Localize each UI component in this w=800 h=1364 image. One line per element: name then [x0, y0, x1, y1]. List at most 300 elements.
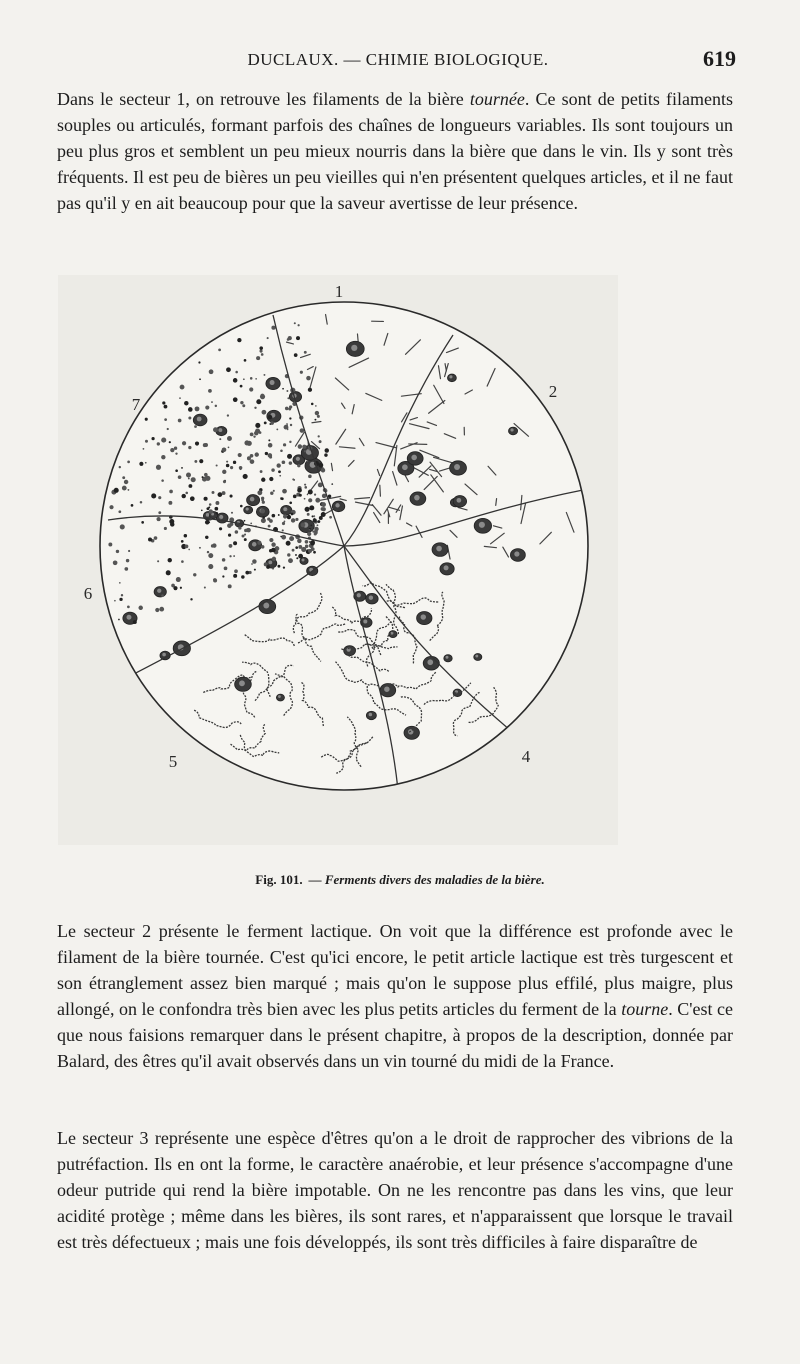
- figure-number: Fig. 101.: [255, 872, 303, 887]
- granule: [270, 492, 273, 495]
- granule: [305, 540, 309, 544]
- granule: [241, 575, 244, 578]
- granule: [329, 516, 332, 519]
- granule: [284, 521, 286, 523]
- granule: [328, 495, 332, 499]
- yeast-nucleus: [296, 457, 300, 461]
- granule: [154, 536, 158, 540]
- yeast-nucleus: [454, 464, 460, 470]
- yeast-nucleus: [302, 559, 305, 562]
- granule: [312, 515, 314, 517]
- granule: [267, 337, 269, 339]
- granule: [321, 502, 326, 507]
- granule: [240, 385, 243, 388]
- granule: [176, 577, 181, 582]
- yeast-nucleus: [278, 695, 281, 698]
- granule: [226, 461, 228, 463]
- granule: [268, 443, 273, 448]
- granule: [299, 494, 302, 497]
- granule: [238, 453, 242, 457]
- granule: [228, 584, 232, 588]
- granule: [289, 441, 291, 443]
- granule: [283, 443, 286, 446]
- granule: [127, 489, 129, 491]
- granule: [298, 444, 303, 449]
- granule: [226, 367, 231, 372]
- granule: [315, 411, 319, 415]
- yeast-nucleus: [197, 417, 202, 422]
- granule: [178, 475, 182, 479]
- granule: [294, 353, 298, 357]
- granule: [295, 554, 297, 556]
- granule: [185, 545, 189, 549]
- yeast-nucleus: [457, 498, 462, 503]
- granule: [199, 547, 201, 549]
- granule: [199, 459, 203, 463]
- granule: [301, 547, 306, 552]
- granule: [215, 405, 217, 407]
- granule: [253, 435, 255, 437]
- granule: [204, 497, 208, 501]
- granule: [260, 394, 264, 398]
- sector-label-4: 4: [521, 747, 531, 766]
- granule: [227, 414, 229, 416]
- italic-term: tournée: [469, 89, 525, 109]
- running-title: DUCLAUX. — CHIMIE BIOLOGIQUE.: [247, 50, 549, 69]
- granule: [282, 388, 284, 390]
- granule: [304, 450, 306, 452]
- granule: [298, 554, 303, 559]
- granule: [233, 555, 235, 557]
- granule: [222, 470, 226, 474]
- granule: [278, 514, 280, 516]
- yeast-nucleus: [239, 680, 245, 686]
- granule: [249, 387, 253, 391]
- granule: [270, 421, 274, 425]
- granule: [254, 407, 256, 409]
- granule: [287, 397, 289, 399]
- yeast-cell: [276, 694, 284, 701]
- granule: [321, 507, 325, 511]
- granule: [297, 464, 300, 467]
- granule: [155, 608, 159, 612]
- granule: [157, 560, 159, 562]
- granule: [269, 477, 273, 481]
- granule: [277, 565, 280, 568]
- granule: [194, 425, 197, 428]
- granule: [168, 501, 172, 505]
- granule: [128, 550, 130, 552]
- granule: [284, 425, 289, 430]
- granule: [289, 461, 292, 464]
- yeast-nucleus: [369, 713, 373, 717]
- granule: [175, 453, 177, 455]
- granule: [313, 515, 315, 517]
- granule: [260, 509, 265, 514]
- granule: [322, 467, 324, 469]
- running-head: [60, 46, 736, 76]
- granule: [301, 523, 306, 528]
- granule: [265, 452, 268, 455]
- granule: [209, 503, 212, 506]
- granule: [317, 520, 320, 523]
- granule: [280, 536, 282, 538]
- granule: [297, 539, 301, 543]
- granule: [223, 480, 226, 483]
- figure-caption: [0, 872, 800, 888]
- granule: [161, 594, 164, 597]
- granule: [118, 619, 120, 621]
- rod-bacterium: [380, 485, 381, 496]
- granule: [318, 463, 323, 468]
- yeast-nucleus: [250, 497, 255, 502]
- granule: [281, 535, 286, 540]
- granule: [272, 567, 274, 569]
- granule: [215, 501, 219, 505]
- granule: [271, 468, 274, 471]
- granule: [291, 513, 294, 516]
- granule: [233, 461, 236, 464]
- granule: [285, 407, 289, 411]
- granule: [315, 498, 320, 503]
- granule: [288, 558, 293, 563]
- granule: [292, 478, 294, 480]
- granule: [282, 529, 284, 531]
- granule: [268, 439, 270, 441]
- granule: [230, 466, 233, 469]
- paragraph-text: Le secteur 3 représente une espèce d'êtres qu'on a le droit de rapprocher des vibrions de la putréfaction. Ils en ont la forme, le caractère anaérobie, et leur présence s'accompagne d'une odeur putride qui rend la bière impotable. On ne les rencontre pas dans les vins, que leur acidité protège ; même dans les bières, ils sont rares, et n'apparaissent que lorsque le travail est très défectueux ; mais une fois développés, ils sont très difficiles à faire disparaître de: [57, 1128, 733, 1252]
- granule: [140, 501, 143, 504]
- granule: [254, 569, 256, 571]
- granule: [235, 530, 239, 534]
- granule: [178, 419, 182, 423]
- granule: [243, 378, 245, 380]
- yeast-nucleus: [268, 560, 272, 564]
- paragraph-text: . C'est ce que nous faisions remarquer dans le présent chapitre, à propos de la description, donnée par Balard, des êtres qu'il avait observés dans un vin tourné du midi de la France.: [57, 999, 733, 1071]
- granule: [169, 490, 173, 494]
- granule: [229, 544, 233, 548]
- granule: [287, 509, 289, 511]
- granule: [306, 376, 311, 381]
- granule: [308, 498, 312, 502]
- granule: [295, 518, 298, 521]
- granule: [289, 405, 292, 408]
- granule: [119, 582, 121, 584]
- granule: [244, 359, 247, 362]
- granule: [126, 559, 129, 562]
- granule: [314, 529, 318, 533]
- granule: [261, 518, 266, 523]
- granule: [315, 405, 317, 407]
- granule: [304, 484, 306, 486]
- granule: [188, 446, 191, 449]
- granule: [250, 432, 254, 436]
- granule: [310, 525, 312, 527]
- granule: [308, 490, 313, 495]
- granule: [188, 549, 190, 551]
- granule: [261, 499, 264, 502]
- granule: [194, 460, 197, 463]
- granule: [233, 397, 238, 402]
- granule: [289, 501, 292, 504]
- yeast-nucleus: [162, 653, 166, 657]
- figure-caption-text: — Ferments divers des maladies de la bière.: [308, 872, 545, 887]
- sector-label-6: 6: [83, 584, 93, 603]
- microscope-field-illustration: [58, 275, 618, 845]
- granule: [313, 518, 317, 522]
- granule: [222, 558, 226, 562]
- granule: [195, 406, 200, 411]
- granule: [308, 475, 312, 479]
- granule: [188, 484, 192, 488]
- granule: [167, 428, 169, 430]
- yeast-nucleus: [270, 380, 275, 385]
- granule: [170, 448, 174, 452]
- granule: [287, 338, 290, 341]
- granule: [244, 520, 246, 522]
- granule: [156, 465, 161, 470]
- granule: [250, 454, 254, 458]
- granule: [247, 441, 252, 446]
- granule: [109, 505, 113, 509]
- granule: [224, 566, 228, 570]
- granule: [222, 447, 227, 452]
- italic-term: tourne: [621, 999, 669, 1019]
- granule: [255, 423, 260, 428]
- granule: [234, 569, 238, 573]
- granule: [218, 349, 221, 352]
- granule: [227, 436, 232, 441]
- granule: [195, 441, 199, 445]
- yeast-nucleus: [449, 375, 452, 378]
- granule: [201, 510, 203, 512]
- granule: [293, 495, 297, 499]
- paragraph-text: . Ce sont de petits filaments souples ou articulés, formant parfois des chaînes de longueurs variables. Ils sont toujours un peu plus gros et semblent un peu mieux nourris dans la bière que dans le vin. Ils y sont très fréquents. Il est peu de bières un peu vieilles qui n'en présentent quelques articles, et il ne faut pas qu'il y en ait beaucoup pour que la saveur avertisse de leur présence.: [57, 89, 733, 213]
- granule: [162, 401, 165, 404]
- granule: [231, 512, 233, 514]
- granule: [188, 478, 190, 480]
- granule: [114, 488, 119, 493]
- granule: [251, 563, 253, 565]
- paragraph-sector-3: [57, 1125, 733, 1255]
- yeast-nucleus: [421, 614, 426, 619]
- granule: [307, 513, 310, 516]
- yeast-nucleus: [384, 686, 389, 691]
- granule: [208, 389, 212, 393]
- granule: [263, 374, 265, 376]
- granule: [271, 548, 276, 553]
- granule: [256, 356, 260, 360]
- granule: [291, 518, 295, 522]
- granule: [286, 541, 291, 546]
- yeast-nucleus: [479, 522, 485, 528]
- granule: [202, 476, 204, 478]
- granule: [156, 517, 160, 521]
- granule: [164, 527, 167, 530]
- granule: [193, 573, 196, 576]
- granule: [151, 493, 156, 498]
- granule: [212, 491, 215, 494]
- granule: [215, 507, 219, 511]
- granule: [298, 324, 300, 326]
- granule: [310, 541, 315, 546]
- granule: [318, 435, 320, 437]
- granule: [292, 549, 295, 552]
- yeast-nucleus: [219, 515, 223, 519]
- granule: [211, 401, 213, 403]
- yeast-nucleus: [414, 495, 420, 501]
- granule: [127, 606, 130, 609]
- yeast-nucleus: [157, 589, 161, 593]
- granule: [289, 417, 291, 419]
- granule: [286, 390, 288, 392]
- granule: [209, 509, 213, 513]
- granule: [317, 415, 320, 418]
- granule: [120, 524, 125, 529]
- granule: [228, 447, 230, 449]
- granule: [273, 490, 275, 492]
- granule: [240, 468, 242, 470]
- granule: [242, 404, 245, 407]
- granule: [229, 555, 231, 557]
- granule: [272, 514, 276, 518]
- granule: [179, 397, 181, 399]
- granule: [122, 486, 127, 491]
- granule: [302, 445, 306, 449]
- granule: [266, 565, 270, 569]
- granule: [261, 545, 264, 548]
- granule: [242, 534, 245, 537]
- yeast-nucleus: [252, 542, 257, 547]
- granule: [188, 407, 193, 412]
- granule: [138, 606, 142, 610]
- granule: [294, 322, 296, 324]
- granule: [205, 475, 208, 478]
- granule: [198, 361, 200, 363]
- granule: [213, 427, 218, 432]
- granule: [240, 401, 243, 404]
- granule: [280, 449, 283, 452]
- granule: [255, 452, 259, 456]
- granule: [244, 529, 247, 532]
- granule: [240, 505, 243, 508]
- sector-label-2: 2: [548, 382, 558, 401]
- granule: [161, 455, 165, 459]
- granule: [121, 594, 123, 596]
- granule: [114, 600, 116, 602]
- yeast-nucleus: [246, 507, 249, 510]
- granule: [262, 410, 267, 415]
- paragraph-text: Dans le secteur 1, on retrouve les filaments de la bière: [57, 89, 470, 109]
- granule: [289, 536, 294, 541]
- granule: [205, 520, 210, 525]
- granule: [205, 536, 208, 539]
- sector-label-5: 5: [168, 752, 178, 771]
- granule: [278, 470, 281, 473]
- yeast-nucleus: [206, 513, 210, 517]
- granule: [306, 460, 308, 462]
- granule: [283, 514, 287, 518]
- granule: [295, 546, 298, 549]
- granule: [139, 462, 143, 466]
- granule: [226, 464, 230, 468]
- granule: [311, 403, 314, 406]
- granule: [207, 551, 209, 553]
- granule: [164, 405, 168, 409]
- granule: [133, 620, 137, 624]
- granule: [279, 475, 281, 477]
- yeast-nucleus: [351, 345, 357, 351]
- granule: [272, 557, 276, 561]
- granule: [321, 512, 326, 517]
- granule: [297, 488, 302, 493]
- granule: [181, 560, 184, 563]
- granule: [141, 521, 144, 524]
- granule: [259, 431, 262, 434]
- granule: [309, 529, 311, 531]
- granule: [308, 388, 312, 392]
- granule: [181, 494, 185, 498]
- yeast-nucleus: [363, 619, 367, 623]
- granule: [261, 478, 265, 482]
- granule: [282, 460, 286, 464]
- sector-label-7: 7: [131, 395, 141, 414]
- granule: [233, 541, 237, 545]
- granule: [127, 460, 130, 463]
- granule: [317, 524, 319, 526]
- granule: [271, 542, 275, 546]
- granule: [151, 437, 154, 440]
- granule: [308, 549, 312, 553]
- granule: [257, 541, 261, 545]
- granule: [300, 371, 303, 374]
- granule: [250, 459, 255, 464]
- granule: [230, 495, 233, 498]
- granule: [296, 336, 300, 340]
- granule: [158, 496, 161, 499]
- granule: [290, 424, 292, 426]
- granule: [208, 564, 213, 569]
- granule: [233, 574, 237, 578]
- granule: [119, 466, 121, 468]
- granule: [287, 553, 290, 556]
- granule: [244, 538, 247, 541]
- granule: [180, 587, 182, 589]
- granule: [219, 438, 221, 440]
- yeast-nucleus: [218, 428, 222, 432]
- granule: [256, 399, 261, 404]
- granule: [216, 512, 219, 515]
- granule: [186, 472, 191, 477]
- sector-label-1: 1: [334, 282, 344, 301]
- granule: [180, 385, 185, 390]
- page-number: 619: [703, 46, 736, 71]
- yeast-nucleus: [510, 428, 513, 431]
- granule: [250, 377, 253, 380]
- granule: [235, 371, 238, 374]
- granule: [218, 492, 223, 497]
- yeast-nucleus: [126, 615, 131, 620]
- granule: [245, 571, 249, 575]
- granule: [238, 526, 241, 529]
- granule: [319, 440, 322, 443]
- yeast-nucleus: [283, 507, 287, 511]
- granule: [175, 469, 178, 472]
- yeast-nucleus: [263, 603, 269, 609]
- granule: [208, 506, 210, 508]
- yeast-nucleus: [357, 593, 361, 597]
- yeast-nucleus: [514, 551, 519, 556]
